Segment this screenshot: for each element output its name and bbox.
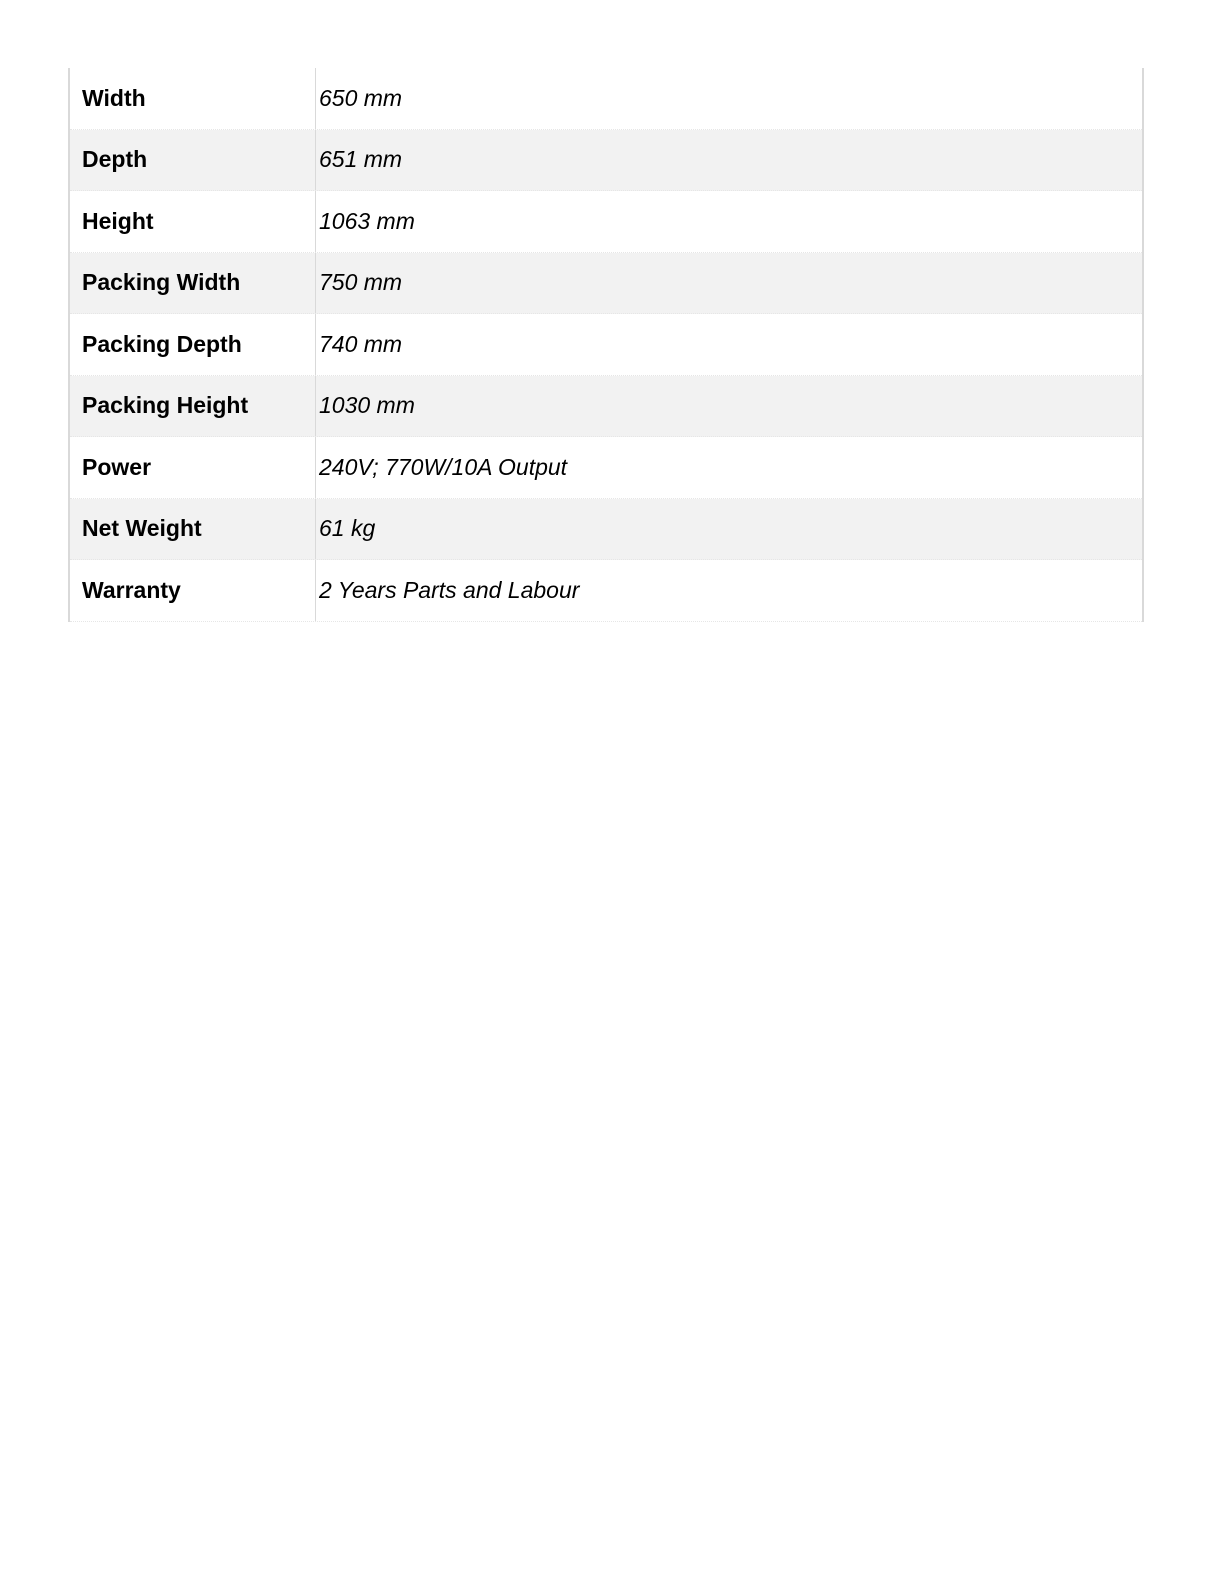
spec-value: 651 mm <box>319 146 403 173</box>
spec-row-height <box>70 191 1142 253</box>
spec-table <box>68 68 1144 622</box>
spec-value: 1063 mm <box>319 207 415 234</box>
spec-label: Packing Width <box>70 253 316 314</box>
spec-value: 740 mm <box>319 330 403 357</box>
spec-value: 2 Years Parts and Labour <box>319 576 580 603</box>
spec-label: Width <box>70 68 316 129</box>
spec-label: Height <box>70 191 316 252</box>
spec-row-net-weight <box>70 499 1142 561</box>
spec-label: Packing Height <box>70 376 316 437</box>
spec-label: Net Weight <box>70 499 316 560</box>
spec-label: Depth <box>70 130 316 191</box>
spec-row-power <box>70 437 1142 499</box>
spec-label: Packing Depth <box>70 314 316 375</box>
spec-row-packing-depth <box>70 314 1142 376</box>
spec-label: Warranty <box>70 560 316 621</box>
spec-value: 240V; 770W/10A Output <box>319 453 568 480</box>
spec-row-packing-width <box>70 253 1142 315</box>
spec-row-depth <box>70 130 1142 192</box>
spec-value: 650 mm <box>319 84 403 111</box>
spec-value: 61 kg <box>319 515 376 542</box>
spec-row-warranty <box>70 560 1142 622</box>
spec-value: 1030 mm <box>319 392 415 419</box>
spec-value: 750 mm <box>319 269 403 296</box>
spec-row-width <box>70 68 1142 130</box>
spec-label: Power <box>70 437 316 498</box>
spec-row-packing-height <box>70 376 1142 438</box>
